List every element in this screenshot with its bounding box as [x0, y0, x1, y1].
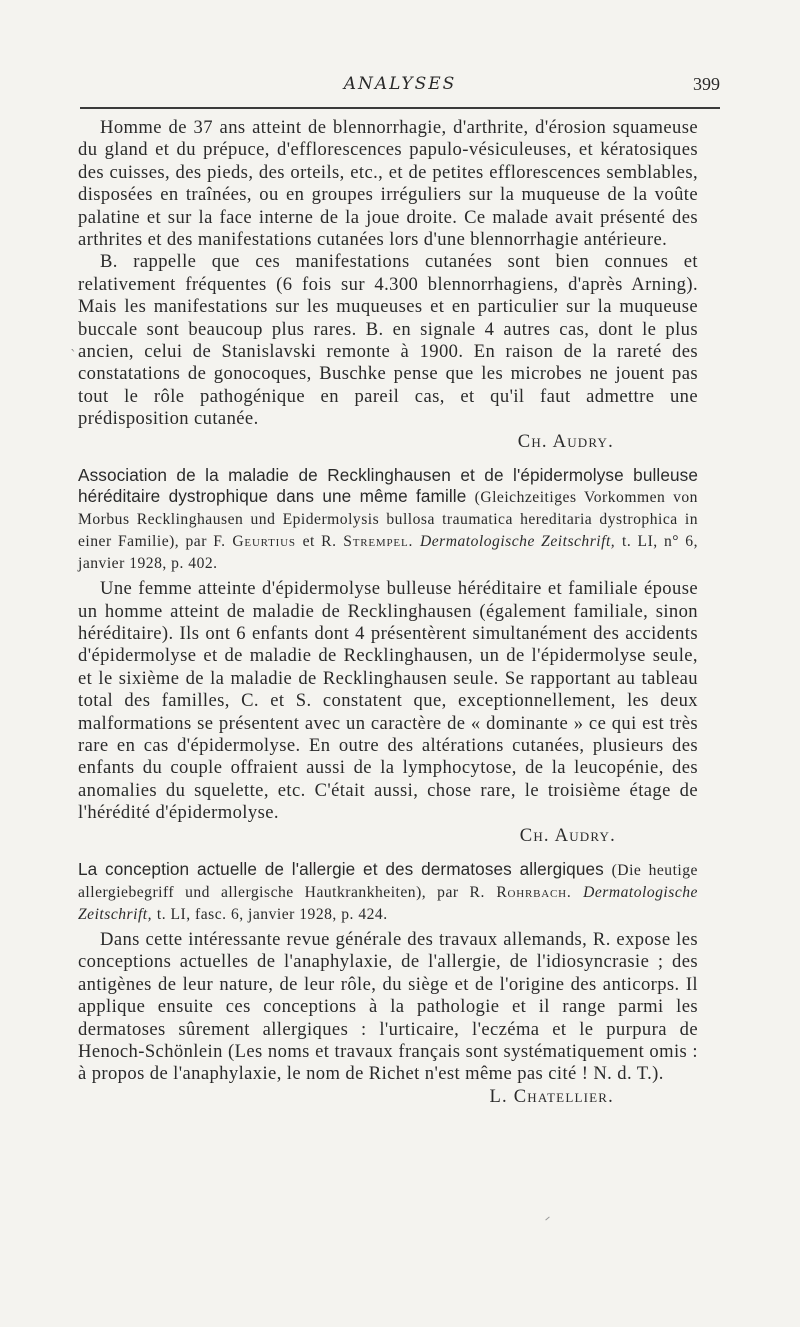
article-author-1: Geurtius	[232, 533, 296, 551]
paper-speck	[545, 1217, 549, 1221]
article-title: Association de la maladie de Recklinghausen et de l'épidermolyse bulleuse héréditaire dystrophique dans une même famille	[78, 465, 698, 507]
article-heading	[78, 859, 698, 925]
article-ref-and: et R.	[302, 533, 337, 551]
article-body: Dans cette intéressante revue générale des travaux allemands, R. expose les conceptions actuelles de l'anaphylaxie, de l'allergie, de l'idiosyncrasie ; des antigènes de leur nature, de leur rôle, du siège et de l'origine des anticorps. Il applique ensuite ces conceptions à la pathologie et il range parmi les dermatoses sûrement allergiques : l'urticaire, l'eczéma et le purpura de Henoch-Schönlein (Les noms et travaux français sont systématiquement omis : à propos de l'anaphylaxie, le nom de Richet n'est même pas cité ! N. d. T.).	[78, 928, 698, 1085]
header-rule	[80, 107, 720, 109]
article-ref-tail: t. LI, n° 6, janvier 1928, p. 402.	[78, 533, 698, 573]
page-number: 399	[693, 74, 720, 94]
article-allergie	[78, 859, 698, 1108]
article-ref-open: (Die heutige allergiebegriff und allergische Hautkrankheiten), par R.	[78, 861, 698, 901]
article-recklinghausen	[78, 465, 698, 847]
article-journal: Dermatologische Zeitschrift,	[78, 883, 698, 923]
page-content	[78, 117, 698, 1108]
review-paragraph-2: B. rappelle que ces manifestations cutanées sont bien connues et relativement fréquentes (6 fois sur 4.300 blennorrhagiens, d'après Arning). Mais les manifestations sur les muqueuses et en particulier sur la muqueuse buccale sont beaucoup plus rares. B. en signale 4 autres cas, dont le plus ancien, celui de Stanislavski remonte à 1900. En raison de la rareté des constatations de gonocoques, Buschke pense que les microbes ne jouent pas tout le rôle pathogénique en pareil cas, et qu'il faut admettre une prédisposition cutanée.	[78, 251, 698, 430]
review-paragraph-1: Homme de 37 ans atteint de blennorrhagie, d'arthrite, d'érosion squameuse du gland et du prépuce, d'efflorescences papulo-vésiculeuses, et kératosiques des cuisses, des pieds, des orteils, etc., et de petites efflorescences semblables, disposées en traînées, ou en groupes irréguliers sur la muqueuse de la voûte palatine et sur la face interne de la joue droite. Ce malade avait présenté des arthrites et des manifestations cutanées lors d'une blennorrhagie antérieure.	[78, 117, 698, 251]
article-author: Rohrbach.	[496, 883, 572, 901]
article-body: Une femme atteinte d'épidermolyse bulleuse héréditaire et familiale épouse un homme atteint de maladie de Recklinghausen (également familiale, sinon héréditaire). Ils ont 6 enfants dont 4 présentèrent simultanément des accidents d'épidermolyse et de maladie de Recklinghausen, un de l'épidermolyse seule, et le sixième de la maladie de Recklinghausen seule. Se rapportant au tableau total des familles, C. et S. constatent que, exceptionnellement, les deux malformations se présentent avec un caractère de « dominante » ce qui est très rare en cas d'épidermolyse. En outre des altérations cutanées, plusieurs des enfants du couple offraient aussi de la lymphocytose, de la leucopénie, des anomalies du squelette, etc. C'était aussi, chose rare, le troisième étage de l'hérédité d'épidermolyse.	[78, 578, 698, 824]
article-author-2: Strempel.	[343, 533, 414, 551]
margin-mark: `	[70, 348, 77, 364]
review-signature: Ch. Audry.	[517, 430, 614, 452]
running-title: ANALYSES	[343, 74, 457, 94]
article-ref-open: (Gleichzeitiges Vorkommen von Morbus Recklinghausen und Epidermolysis bullosa traumatica hereditaria dystrophica in einer Familie), par F.	[78, 489, 698, 551]
review-continued	[78, 117, 698, 453]
article-signature: L. Chatellier.	[489, 1085, 614, 1107]
running-head	[80, 74, 720, 98]
article-heading	[78, 465, 698, 574]
article-journal: Dermatologische Zeitschrift,	[419, 533, 616, 551]
article-title: La conception actuelle de l'allergie et des dermatoses allergiques	[78, 858, 604, 879]
article-signature: Ch. Audry.	[519, 824, 616, 846]
article-ref-tail: t. LI, fasc. 6, janvier 1928, p. 424.	[156, 905, 388, 923]
